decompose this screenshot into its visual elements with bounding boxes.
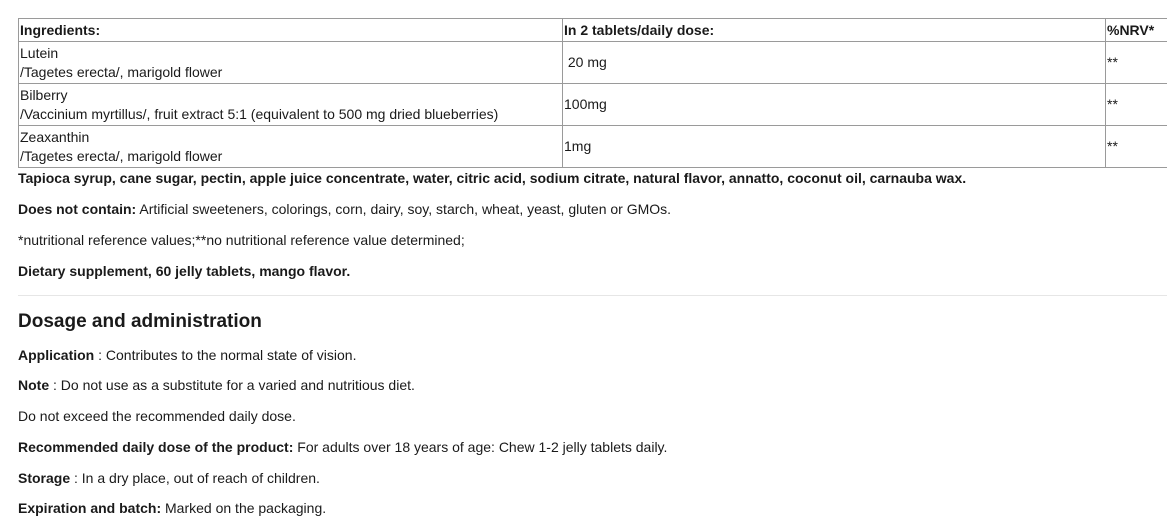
ingredient-source: /Tagetes erecta/, marigold flower — [20, 63, 223, 80]
does-not-contain — [18, 200, 671, 218]
note-label: Note — [18, 377, 50, 393]
application-text: : Contributes to the normal state of vision. — [94, 347, 357, 363]
storage — [18, 469, 320, 487]
ingredients-table — [18, 18, 1167, 168]
ingredient-cell — [19, 42, 563, 84]
ingredient-cell — [19, 126, 563, 168]
does-not-contain-text: Artificial sweeteners, colorings, corn, dairy, soy, starch, wheat, yeast, gluten or GMOs. — [136, 201, 672, 217]
dose-cell: 20 mg — [563, 42, 1106, 84]
dose-cell: 1mg — [563, 126, 1106, 168]
storage-label: Storage — [18, 470, 71, 486]
application — [18, 346, 356, 364]
ingredient-cell — [19, 84, 563, 126]
application-label: Application — [18, 347, 95, 363]
product-line: Dietary supplement, 60 jelly tablets, mango flavor. — [18, 263, 351, 279]
storage-text: : In a dry place, out of reach of children. — [70, 470, 320, 486]
table-row — [19, 42, 1167, 84]
expiration-text: Marked on the packaging. — [161, 500, 327, 516]
recommended-dose-text: For adults over 18 years of age: Chew 1-2 jelly tablets daily. — [293, 439, 668, 455]
table-header-row — [19, 19, 1167, 42]
nrv-cell: ** — [1106, 84, 1167, 126]
dose-cell: 100mg — [563, 84, 1106, 126]
other-ingredients: Tapioca syrup, cane sugar, pectin, apple juice concentrate, water, citric acid, sodium citrate, natural flavor, annatto, coconut oil, carnauba wax. — [18, 170, 967, 186]
ingredient-source: /Tagetes erecta/, marigold flower — [20, 147, 223, 164]
do-not-exceed: Do not exceed the recommended daily dose. — [18, 408, 296, 424]
ingredient-name: Lutein — [20, 44, 59, 61]
header-nrv: %NRV* — [1106, 19, 1167, 42]
ingredients-table-wrap — [18, 18, 1167, 168]
note-text: : Do not use as a substitute for a varied and nutritious diet. — [49, 377, 415, 393]
recommended-dose — [18, 438, 667, 456]
nrv-cell: ** — [1106, 126, 1167, 168]
recommended-dose-label: Recommended daily dose of the product: — [18, 439, 294, 455]
divider — [18, 295, 1167, 296]
ingredient-name: Bilberry — [20, 86, 68, 103]
ingredient-name: Zeaxanthin — [20, 128, 90, 145]
expiration — [18, 499, 326, 517]
header-ingredients: Ingredients: — [19, 19, 563, 42]
ingredient-source: /Vaccinium myrtillus/, fruit extract 5:1 (equivalent to 500 mg dried blueberries) — [20, 105, 499, 122]
header-dose: In 2 tablets/daily dose: — [563, 19, 1106, 42]
does-not-contain-label: Does not contain: — [18, 201, 137, 217]
footnote: *nutritional reference values;**no nutritional reference value determined; — [18, 232, 465, 248]
note — [18, 376, 415, 394]
table-row — [19, 84, 1167, 126]
nrv-cell: ** — [1106, 42, 1167, 84]
section-title: Dosage and administration — [18, 311, 262, 332]
table-row — [19, 126, 1167, 168]
expiration-label: Expiration and batch: — [18, 500, 162, 516]
